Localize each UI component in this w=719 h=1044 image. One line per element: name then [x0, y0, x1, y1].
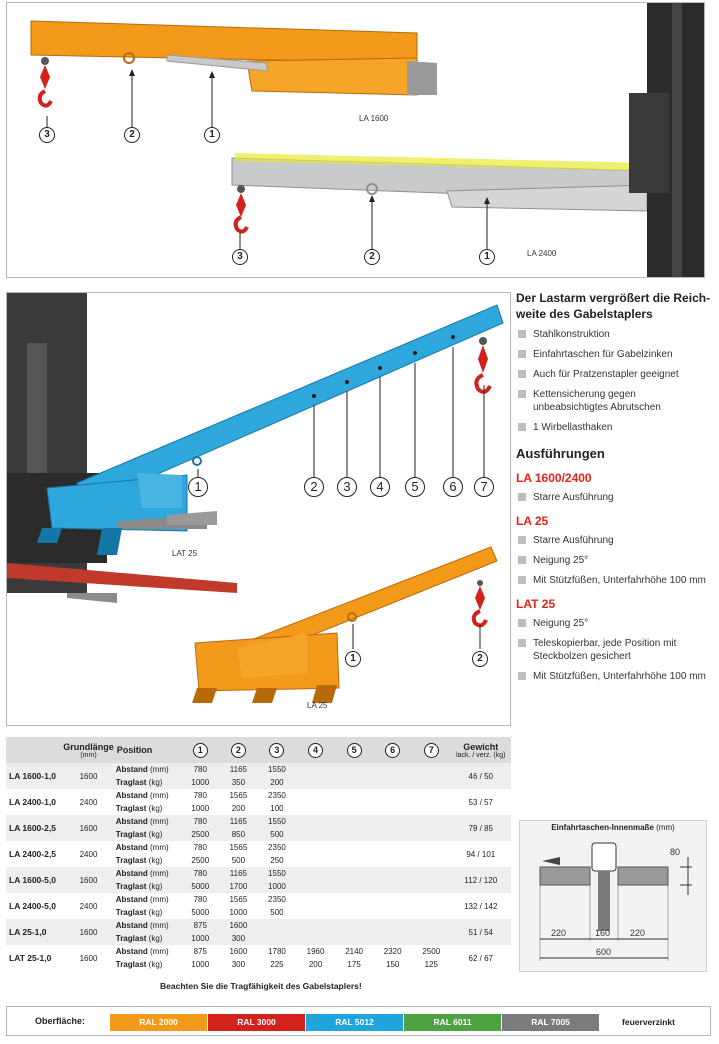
- position-label-cell: Abstand (mm): [114, 841, 182, 854]
- weight-cell: 94 / 101: [451, 841, 511, 867]
- swatch-ral2000: RAL 2000: [110, 1014, 207, 1031]
- abstand-cell: 1565: [219, 893, 258, 906]
- header-pos-5: 5: [335, 737, 374, 763]
- abstand-cell: [258, 919, 297, 932]
- traglast-cell: [412, 854, 451, 867]
- abstand-cell: 1550: [258, 867, 297, 880]
- lat-callout-4: 4: [370, 477, 390, 497]
- abstand-cell: [412, 815, 451, 828]
- table-row: [6, 763, 511, 776]
- weight-cell: 112 / 120: [451, 867, 511, 893]
- traglast-cell: 1000: [181, 802, 219, 815]
- traglast-cell: 5000: [181, 880, 219, 893]
- traglast-cell: 2500: [181, 854, 219, 867]
- traglast-cell: [373, 776, 412, 789]
- lat-callout-7: 7: [474, 477, 494, 497]
- feature-item: Kettensicherung gegen unbeabsichtigtes Abrutschen: [516, 388, 711, 414]
- variant-la1600-list: [516, 491, 711, 504]
- traglast-cell: 1000: [181, 932, 219, 945]
- weight-cell: 46 / 50: [451, 763, 511, 789]
- abstand-cell: [412, 841, 451, 854]
- la25-callout-2: 2: [472, 651, 488, 667]
- abstand-cell: 780: [181, 815, 219, 828]
- model-cell: LA 2400-2,5: [6, 841, 63, 867]
- label-la2400: LA 2400: [527, 249, 557, 258]
- length-cell: 1600: [63, 919, 114, 945]
- position-label-cell: Traglast (kg): [114, 932, 182, 945]
- model-cell: LA 1600-2,5: [6, 815, 63, 841]
- abstand-cell: 2350: [258, 893, 297, 906]
- abstand-cell: 780: [181, 763, 219, 776]
- model-cell: LA 2400-5,0: [6, 893, 63, 919]
- variant-item: Neigung 25°: [516, 554, 711, 567]
- traglast-cell: [335, 802, 374, 815]
- pocket-dimensions-diagram: [519, 820, 707, 972]
- header-grundlaenge: Grundlänge (mm): [63, 737, 114, 763]
- traglast-cell: [412, 802, 451, 815]
- traglast-cell: 300: [219, 932, 258, 945]
- length-cell: 2400: [63, 841, 114, 867]
- lat-callout-2: 2: [304, 477, 324, 497]
- variant-la25-list: [516, 534, 711, 587]
- dim-total: 600: [596, 947, 612, 957]
- traglast-cell: 850: [219, 828, 258, 841]
- callout-lower-hook: 3: [232, 249, 248, 265]
- traglast-cell: [335, 776, 374, 789]
- abstand-cell: [296, 893, 335, 906]
- dim-center: 160: [595, 928, 611, 938]
- swatch-ral3000: RAL 3000: [208, 1014, 305, 1031]
- lat-callout-5: 5: [405, 477, 425, 497]
- abstand-cell: 780: [181, 841, 219, 854]
- traglast-cell: 1700: [219, 880, 258, 893]
- traglast-cell: 500: [258, 906, 297, 919]
- abstand-cell: [373, 893, 412, 906]
- length-cell: 1600: [63, 763, 114, 789]
- traglast-cell: 2500: [181, 828, 219, 841]
- variant-lat25-heading: LAT 25: [516, 597, 556, 611]
- weight-cell: 51 / 54: [451, 919, 511, 945]
- abstand-cell: [296, 815, 335, 828]
- abstand-cell: 1600: [219, 945, 258, 958]
- position-label-cell: Traglast (kg): [114, 802, 182, 815]
- la25-callout-1: 1: [345, 651, 361, 667]
- traglast-cell: 500: [219, 854, 258, 867]
- abstand-cell: [296, 789, 335, 802]
- label-la1600: LA 1600: [359, 114, 389, 123]
- abstand-cell: 2350: [258, 789, 297, 802]
- table-row: [6, 919, 511, 932]
- swatch-ral7005: RAL 7005: [502, 1014, 599, 1031]
- callout-upper-eye: 2: [124, 127, 140, 143]
- abstand-cell: [373, 789, 412, 802]
- traglast-cell: [296, 828, 335, 841]
- traglast-cell: [412, 932, 451, 945]
- position-label-cell: Abstand (mm): [114, 763, 182, 776]
- table-row: [6, 841, 511, 854]
- dim-pocket-left: 220: [551, 928, 567, 938]
- feature-item: Einfahrtaschen für Gabelzinken: [516, 348, 711, 361]
- abstand-cell: [296, 919, 335, 932]
- traglast-cell: [373, 854, 412, 867]
- traglast-cell: [412, 880, 451, 893]
- variant-item: Teleskopierbar, jede Position mit Steckbolzen gesichert: [516, 637, 711, 663]
- traglast-cell: [296, 854, 335, 867]
- dim-height: 80: [670, 847, 681, 857]
- abstand-cell: 1550: [258, 815, 297, 828]
- position-label-cell: Traglast (kg): [114, 854, 182, 867]
- swatch-ral6011: RAL 6011: [404, 1014, 501, 1031]
- swatch-ral5012: RAL 5012: [306, 1014, 403, 1031]
- lat-callout-3: 3: [337, 477, 357, 497]
- header-gewicht: Gewicht lack. / verz. (kg): [451, 737, 511, 763]
- header-pos-6: 6: [373, 737, 412, 763]
- variant-item: Neigung 25°: [516, 617, 711, 630]
- dimensions-title: Einfahrtaschen-Innenmaße (mm): [551, 823, 675, 832]
- model-cell: LAT 25-1,0: [6, 945, 63, 971]
- abstand-cell: 1565: [219, 789, 258, 802]
- traglast-cell: [412, 906, 451, 919]
- abstand-cell: [335, 919, 374, 932]
- variant-item: Starre Ausführung: [516, 491, 711, 504]
- weight-cell: 132 / 142: [451, 893, 511, 919]
- abstand-cell: 1165: [219, 815, 258, 828]
- variant-item: Starre Ausführung: [516, 534, 711, 547]
- position-label-cell: Abstand (mm): [114, 789, 182, 802]
- position-label-cell: Abstand (mm): [114, 867, 182, 880]
- dimension-drawing: [520, 821, 708, 973]
- lat-callout-6: 6: [443, 477, 463, 497]
- variant-item: Mit Stützfüßen, Unterfahrhöhe 100 mm: [516, 574, 711, 587]
- capacity-note: Beachten Sie die Tragfähigkeit des Gabelstaplers!: [160, 981, 362, 991]
- abstand-cell: 2140: [335, 945, 374, 958]
- abstand-cell: 1550: [258, 763, 297, 776]
- traglast-cell: [373, 932, 412, 945]
- abstand-cell: [373, 867, 412, 880]
- abstand-cell: [412, 789, 451, 802]
- weight-cell: 62 / 67: [451, 945, 511, 971]
- traglast-cell: 175: [335, 958, 374, 971]
- length-cell: 2400: [63, 893, 114, 919]
- position-label-cell: Abstand (mm): [114, 893, 182, 906]
- traglast-cell: [373, 828, 412, 841]
- abstand-cell: [296, 841, 335, 854]
- abstand-cell: [335, 841, 374, 854]
- abstand-cell: 1780: [258, 945, 297, 958]
- traglast-cell: [296, 906, 335, 919]
- abstand-cell: 2320: [373, 945, 412, 958]
- abstand-cell: 1165: [219, 867, 258, 880]
- callout-upper-pocket: 1: [204, 127, 220, 143]
- feature-item: Auch für Pratzenstapler geeignet: [516, 368, 711, 381]
- position-label-cell: Traglast (kg): [114, 776, 182, 789]
- traglast-cell: 225: [258, 958, 297, 971]
- traglast-cell: [335, 854, 374, 867]
- position-label-cell: Traglast (kg): [114, 958, 182, 971]
- weight-cell: 53 / 57: [451, 789, 511, 815]
- header-pos-4: 4: [296, 737, 335, 763]
- abstand-cell: [373, 919, 412, 932]
- variant-la1600-heading: LA 1600/2400: [516, 471, 592, 485]
- abstand-cell: [335, 867, 374, 880]
- abstand-cell: [412, 893, 451, 906]
- header-model: [6, 737, 63, 763]
- abstand-cell: 1960: [296, 945, 335, 958]
- model-cell: LA 1600-1,0: [6, 763, 63, 789]
- model-cell: LA 1600-5,0: [6, 867, 63, 893]
- abstand-cell: 2500: [412, 945, 451, 958]
- callout-lower-eye: 2: [364, 249, 380, 265]
- product-photo-la1600-la2400: [6, 2, 705, 278]
- traglast-cell: [373, 906, 412, 919]
- traglast-cell: 200: [258, 776, 297, 789]
- traglast-cell: [296, 880, 335, 893]
- weight-cell: 79 / 85: [451, 815, 511, 841]
- traglast-cell: 1000: [181, 958, 219, 971]
- header-pos-7: 7: [412, 737, 451, 763]
- feature-item: 1 Wirbellasthaken: [516, 421, 711, 434]
- traglast-cell: [373, 880, 412, 893]
- table-header-row: [6, 737, 511, 763]
- traglast-cell: 500: [258, 828, 297, 841]
- dim-pocket-right: 220: [630, 928, 646, 938]
- length-cell: 1600: [63, 867, 114, 893]
- traglast-cell: 250: [258, 854, 297, 867]
- position-label-cell: Traglast (kg): [114, 906, 182, 919]
- header-pos-2: 2: [219, 737, 258, 763]
- model-cell: LA 25-1,0: [6, 919, 63, 945]
- traglast-cell: [296, 776, 335, 789]
- abstand-cell: 1600: [219, 919, 258, 932]
- abstand-cell: 875: [181, 919, 219, 932]
- abstand-cell: 780: [181, 893, 219, 906]
- lat-callout-1: 1: [188, 477, 208, 497]
- feature-heading: Der Lastarm vergrößert die Reich-weite des Gabelstaplers: [516, 291, 711, 321]
- traglast-cell: [335, 932, 374, 945]
- spec-table-body: [6, 763, 511, 971]
- table-row: [6, 867, 511, 880]
- abstand-cell: [412, 867, 451, 880]
- abstand-cell: [296, 763, 335, 776]
- label-lat25: LAT 25: [172, 549, 198, 558]
- abstand-cell: 780: [181, 867, 219, 880]
- product-photo-lat25-la25: [6, 292, 511, 726]
- header-pos-1: 1: [181, 737, 219, 763]
- table-row: [6, 789, 511, 802]
- label-la25: LA 25: [307, 701, 328, 710]
- abstand-cell: [373, 815, 412, 828]
- position-label-cell: Abstand (mm): [114, 919, 182, 932]
- abstand-cell: [335, 815, 374, 828]
- traglast-cell: 1000: [181, 776, 219, 789]
- traglast-cell: [296, 802, 335, 815]
- position-label-cell: Abstand (mm): [114, 815, 182, 828]
- traglast-cell: 125: [412, 958, 451, 971]
- position-label-cell: Traglast (kg): [114, 880, 182, 893]
- variant-item: Mit Stützfüßen, Unterfahrhöhe 100 mm: [516, 670, 711, 683]
- la-arms-illustration: [7, 3, 705, 278]
- abstand-cell: [335, 763, 374, 776]
- traglast-cell: 200: [296, 958, 335, 971]
- model-cell: LA 2400-1,0: [6, 789, 63, 815]
- abstand-cell: [335, 789, 374, 802]
- table-row: [6, 893, 511, 906]
- traglast-cell: 1000: [219, 906, 258, 919]
- abstand-cell: [296, 867, 335, 880]
- length-cell: 2400: [63, 789, 114, 815]
- abstand-cell: 2350: [258, 841, 297, 854]
- length-cell: 1600: [63, 815, 114, 841]
- traglast-cell: 5000: [181, 906, 219, 919]
- abstand-cell: 1565: [219, 841, 258, 854]
- abstand-cell: [373, 763, 412, 776]
- feature-column: [516, 290, 711, 690]
- table-row: [6, 815, 511, 828]
- variants-heading: Ausführungen: [516, 446, 605, 461]
- position-label-cell: Abstand (mm): [114, 945, 182, 958]
- spec-table: [6, 737, 511, 971]
- table-row: [6, 945, 511, 958]
- abstand-cell: [412, 919, 451, 932]
- abstand-cell: 780: [181, 789, 219, 802]
- length-cell: 1600: [63, 945, 114, 971]
- traglast-cell: [258, 932, 297, 945]
- abstand-cell: [373, 841, 412, 854]
- abstand-cell: 875: [181, 945, 219, 958]
- traglast-cell: 1000: [258, 880, 297, 893]
- header-pos-3: 3: [258, 737, 297, 763]
- traglast-cell: 200: [219, 802, 258, 815]
- position-label-cell: Traglast (kg): [114, 828, 182, 841]
- callout-upper-hook: 3: [39, 127, 55, 143]
- surface-label: Oberfläche:: [35, 1016, 86, 1026]
- traglast-cell: 100: [258, 802, 297, 815]
- traglast-cell: [335, 906, 374, 919]
- variant-la25-heading: LA 25: [516, 514, 549, 528]
- traglast-cell: [412, 828, 451, 841]
- traglast-cell: [373, 802, 412, 815]
- surface-color-bar: [6, 1006, 711, 1036]
- abstand-cell: [335, 893, 374, 906]
- abstand-cell: 1165: [219, 763, 258, 776]
- header-position: Position: [114, 737, 182, 763]
- abstand-cell: [412, 763, 451, 776]
- traglast-cell: [296, 932, 335, 945]
- lat-la25-illustration: [7, 293, 511, 726]
- traglast-cell: 150: [373, 958, 412, 971]
- traglast-cell: [335, 880, 374, 893]
- traglast-cell: [412, 776, 451, 789]
- callout-lower-pocket: 1: [479, 249, 495, 265]
- traglast-cell: [335, 828, 374, 841]
- feature-list: [516, 328, 711, 434]
- feature-item: Stahlkonstruktion: [516, 328, 711, 341]
- traglast-cell: 300: [219, 958, 258, 971]
- swatch-feuerverzinkt: feuerverzinkt: [600, 1014, 697, 1031]
- variant-lat25-list: [516, 617, 711, 683]
- traglast-cell: 350: [219, 776, 258, 789]
